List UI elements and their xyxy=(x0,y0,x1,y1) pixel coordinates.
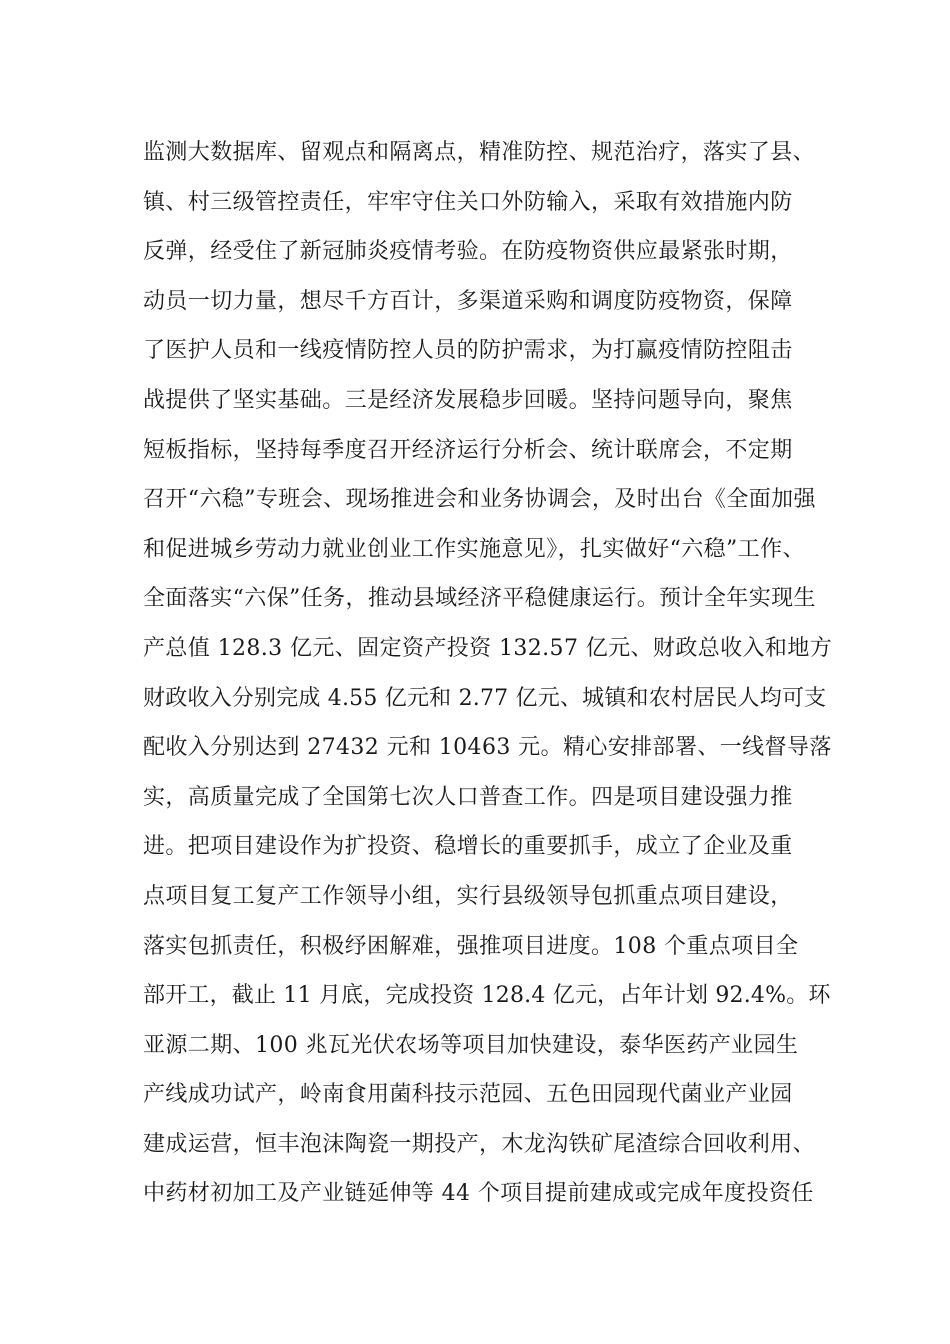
text-line: 监测大数据库、留观点和隔离点，精准防控、规范治疗，落实了县、 xyxy=(143,140,816,165)
text-line: 动员一切力量，想尽千方百计，多渠道采购和调度防疫物资，保障 xyxy=(143,288,793,314)
text-line: 亚源二期、100 兆瓦光伏农场等项目加快建设，泰华医药产业园生 xyxy=(143,1032,799,1058)
text-line: 战提供了坚实基础。三是经济发展稳步回暖。坚持问题导向，聚焦 xyxy=(143,387,793,413)
text-line: 全面落实“六保”任务，推动县域经济平稳健康运行。预计全年实现生 xyxy=(143,586,816,612)
text-line: 镇、村三级管控责任，牢牢守住关口外防输入，采取有效措施内防 xyxy=(143,189,793,215)
text-line: 产总值 128.3 亿元、固定资产投资 132.57 亿元、财政总收入和地方 xyxy=(143,635,833,661)
text-line: 短板指标，坚持每季度召开经济运行分析会、统计联席会，不定期 xyxy=(143,437,793,463)
body-text xyxy=(143,128,833,1219)
text-line: 了医护人员和一线疫情防控人员的防护需求，为打赢疫情防控阻击 xyxy=(143,338,793,364)
text-line: 和促进城乡劳动力就业创业工作实施意见》，扎实做好“六稳”工作、 xyxy=(143,536,805,562)
text-line: 落实包抓责任，积极纾困解难，强推项目进度。108 个重点项目全 xyxy=(143,933,799,959)
text-line: 进。把项目建设作为扩投资、稳增长的重要抓手，成立了企业及重 xyxy=(143,834,793,860)
text-line: 建成运营，恒丰泡沫陶瓷一期投产，木龙沟铁矿尾渣综合回收利用、 xyxy=(143,1131,816,1157)
text-line: 反弹，经受住了新冠肺炎疫情考验。在防疫物资供应最紧张时期， xyxy=(143,239,793,265)
text-line: 中药材初加工及产业链延伸等 44 个项目提前建成或完成年度投资任 xyxy=(143,1181,814,1207)
text-line: 部开工，截止 11 月底，完成投资 128.4 亿元，占年计划 92.4%。环 xyxy=(143,983,831,1009)
text-line: 产线成功试产，岭南食用菌科技示范园、五色田园现代菌业产业园 xyxy=(143,1082,793,1108)
text-line: 财政收入分别完成 4.55 亿元和 2.77 亿元、城镇和农村居民人均可支 xyxy=(143,685,827,711)
text-line: 点项目复工复产工作领导小组，实行县级领导包抓重点项目建设， xyxy=(143,883,793,909)
text-line: 配收入分别达到 27432 元和 10463 元。精心安排部署、一线督导落 xyxy=(143,735,832,761)
text-line: 实，高质量完成了全国第七次人口普查工作。四是项目建设强力推 xyxy=(143,784,793,810)
text-line: 召开“六稳”专班会、现场推进会和业务协调会，及时出台《全面加强 xyxy=(143,487,816,513)
